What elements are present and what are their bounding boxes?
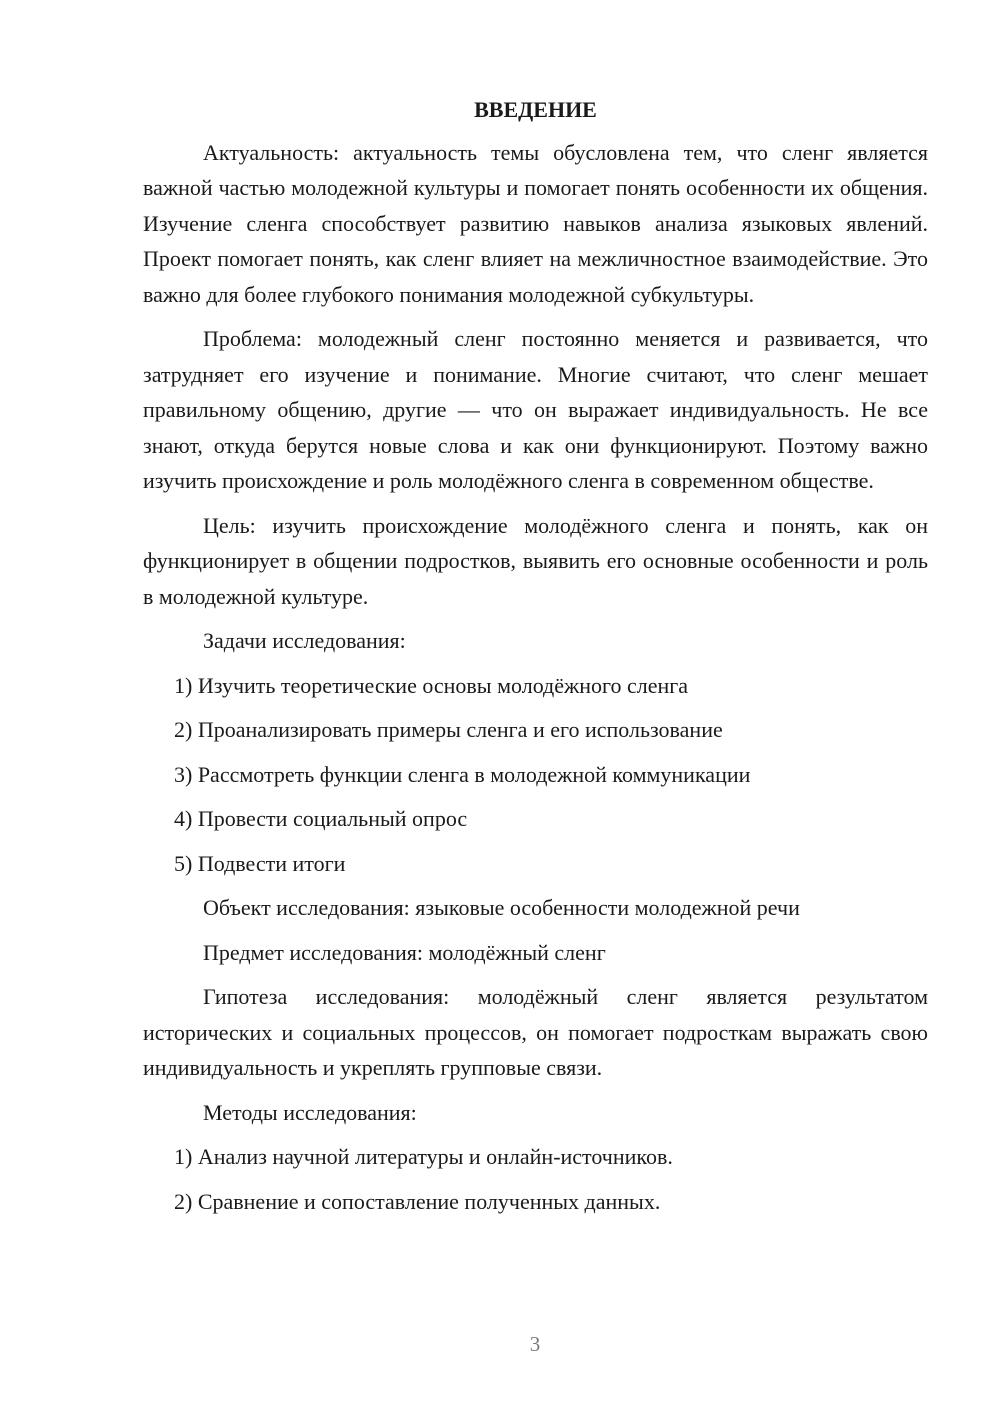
page-content: [143, 92, 928, 1228]
problem-paragraph: Проблема: молодежный сленг постоянно меняется и развивается, что затрудняет его изучение и понимание. Многие считают, что сленг мешает правильному общению, другие — что он выражает индивидуальность. Не все знают, откуда берутся новые слова и как они функционируют. Поэтому важно изучить происхождение и роль молодёжного сленга в современном обществе.: [143, 326, 928, 493]
methods-heading: Методы исследования:: [203, 1099, 417, 1125]
subject-paragraph: Предмет исследования: молодёжный сленг: [203, 939, 606, 965]
list-item: 3) Рассмотреть функции сленга в молодежной коммуникации: [174, 761, 751, 787]
methods-list: [143, 1139, 928, 1219]
hypothesis-paragraph: Гипотеза исследования: молодёжный сленг является результатом исторических и социальных процессов, он помогает подросткам выражать свою индивидуальность и укреплять групповые связи.: [143, 984, 928, 1080]
list-item: 1) Анализ научной литературы и онлайн-источников.: [174, 1144, 673, 1169]
list-item: 4) Провести социальный опрос: [174, 806, 468, 831]
goal-paragraph: Цель: изучить происхождение молодёжного сленга и понять, как он функционирует в общении подростков, выявить его основные особенности и роль в молодежной культуре.: [143, 512, 928, 609]
tasks-list: [143, 668, 928, 882]
tasks-heading: Задачи исследования:: [203, 628, 406, 653]
relevance-paragraph: Актуальность: актуальность темы обусловлена тем, что сленг является важной частью молодежной культуры и помогает понять особенности их общения. Изучение сленга способствует развитию навыков анализа языковых явлений. Проект помогает понять, как сленг влияет на межличностное взаимодействие. Это важно для более глубокого понимания молодежной субкультуры.: [143, 139, 928, 307]
object-paragraph: Объект исследования: языковые особенности молодежной речи: [203, 895, 800, 920]
list-item: 2) Сравнение и сопоставление полученных данных.: [174, 1188, 661, 1214]
list-item: 2) Проанализировать примеры сленга и его использование: [174, 717, 723, 742]
page-number: 3: [529, 1332, 541, 1356]
list-item: 5) Подвести итоги: [174, 850, 346, 876]
page-title: ВВЕДЕНИЕ: [474, 97, 597, 122]
list-item: 1) Изучить теоретические основы молодёжного сленга: [174, 672, 689, 698]
